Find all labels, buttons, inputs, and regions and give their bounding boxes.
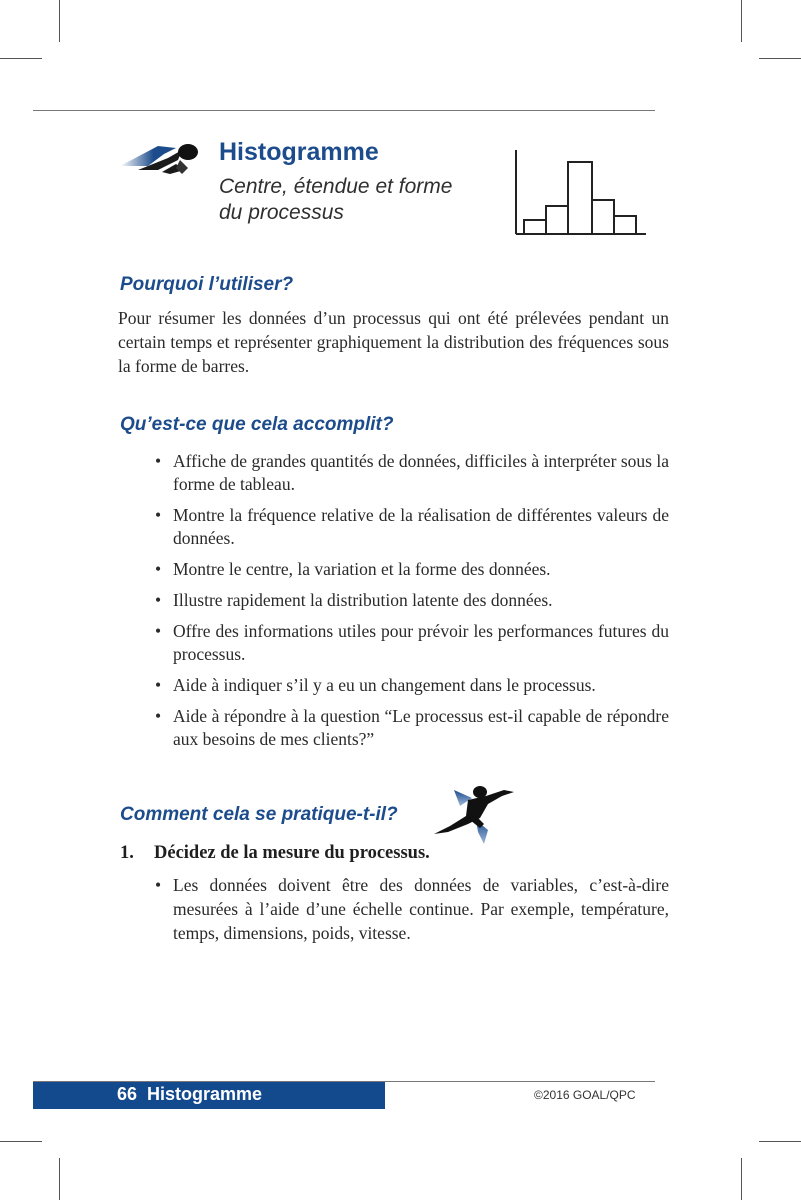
histogram-icon [512,148,648,238]
step-title [120,843,430,864]
section-heading-how: Comment cela se pratique-t-il? [120,804,398,825]
list-item: • Affiche de grandes quantités de données, difficiles à interpréter sous la forme de tableau. [155,450,669,496]
section-heading-what: Qu’est-ce que cela accomplit? [120,414,394,435]
step-label: Décidez de la mesure du processus. [154,843,430,863]
crop-mark [59,1158,60,1200]
list-item: • Aide à indiquer s’il y a eu un changement dans le processus. [155,674,669,697]
list-item: • Aide à répondre à la question “Le processus est-il capable de répondre aux besoins de mes clients?” [155,705,669,751]
crop-mark [759,58,801,59]
section-text-why: Pour résumer les données d’un processus qui ont été prélevées pendant un certain temps et représenter graphiquement la distribution des fréquences sous la forme de barres. [118,308,669,376]
footer-band [33,1082,385,1109]
crop-mark [741,0,742,42]
step-bullets [155,873,669,953]
list-item: • Illustre rapidement la distribution latente des données. [155,589,669,612]
list-item: • Montre le centre, la variation et la forme des données. [155,558,669,581]
page-label: 66 Histogramme [117,1084,263,1104]
crop-mark [759,1141,801,1142]
list-item: • Offre des informations utiles pour prévoir les performances futures du processus. [155,620,669,666]
crop-mark [0,1141,42,1142]
crop-mark [0,58,42,59]
crop-mark [59,0,60,42]
crop-mark [741,1158,742,1200]
page-subtitle: Centre, étendue et forme du processus [219,175,453,224]
copyright: ©2016 GOAL/QPC [534,1088,636,1102]
runner-silhouette-icon [118,140,218,176]
page-title: Histogramme [219,138,379,166]
list-item: • Les données doivent être des données de variables, c’est-à-dire mesurées à l’aide d’une échelle continue. Par exemple, température, temps, dimensions, poids, vitesse. [155,873,669,945]
header-rule [33,110,655,111]
running-man-icon [428,784,518,844]
benefits-list [155,450,669,759]
step-number: 1. [120,843,134,863]
list-item: • Montre la fréquence relative de la réalisation de différentes valeurs de données. [155,504,669,550]
section-heading-why: Pourquoi l’utiliser? [120,274,294,295]
